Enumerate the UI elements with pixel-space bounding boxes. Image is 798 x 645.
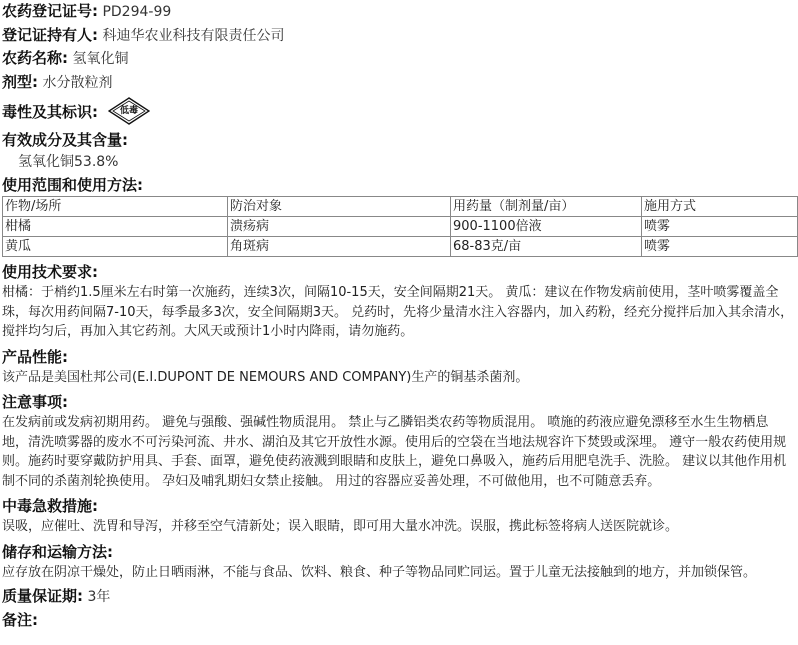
table-cell: 柑橘: [3, 217, 228, 237]
remarks-label: 备注:: [2, 610, 38, 629]
shelf-life-value: 3年: [87, 589, 111, 605]
name-row: [2, 47, 798, 71]
formulation-value: 水分散粒剂: [42, 74, 113, 91]
technique-text: 柑橘：于梢约1.5厘米左右时第一次施药，连续3次，间隔10-15天，安全间隔期21天。 黄瓜：建议在作物发病前使用，茎叶喷雾覆盖全珠，每次用药间隔7-10天，每季最多3次，安全间隔期3天。 兑药时，先将少量清水注入容器内，加入药粉，经充分搅拌后加入其余清水，搅拌均匀后，再加入其它药剂。大风天或预计1小时内降雨，请勿施药。: [2, 285, 794, 339]
name-value: 氢氧化铜: [72, 51, 129, 67]
table-cell: 68-83克/亩: [451, 237, 642, 257]
shelf-life-label: 质量保证期:: [2, 587, 83, 605]
toxicity-label: 毒性及其标识:: [2, 102, 98, 121]
low-toxicity-diamond-icon: [108, 97, 150, 125]
technique-label: 使用技术要求:: [2, 263, 98, 281]
holder-value: 科迪华农业科技有限责任公司: [102, 27, 285, 44]
header-dosage: 用药量（制剂量/亩）: [451, 197, 642, 217]
toxicity-row: [2, 94, 798, 128]
table-row: [3, 237, 798, 257]
header-crop: 作物/场所: [3, 197, 228, 217]
table-cell: 黄瓜: [3, 237, 228, 257]
toxicity-badge-text: 低毒: [119, 106, 138, 116]
name-label: 农药名称:: [2, 49, 68, 67]
firstaid-label: 中毒急救措施:: [2, 497, 98, 515]
formulation-label: 剂型:: [2, 72, 38, 91]
registration-label: 农药登记证号:: [2, 2, 98, 20]
table-cell: 溃疡病: [228, 217, 451, 237]
performance-label: 产品性能:: [2, 347, 68, 366]
table-header-row: [3, 197, 798, 217]
shelf-life-row: [2, 585, 798, 609]
storage-label: 储存和运输方法:: [2, 542, 113, 561]
usage-table: [2, 196, 798, 257]
remarks-row: [2, 609, 798, 633]
table-cell: 喷雾: [642, 217, 798, 237]
formulation-row: [2, 71, 798, 95]
table-cell: 喷雾: [642, 237, 798, 257]
precautions-label: 注意事项:: [2, 393, 68, 411]
header-method: 施用方式: [642, 197, 798, 217]
usage-label: 使用范围和使用方法:: [2, 176, 143, 194]
table-cell: 角斑病: [228, 237, 451, 257]
ingredient-value: 氢氧化铜53.8%: [18, 154, 119, 170]
firstaid-text: 误吸，应催吐、洗胃和导泻，并移至空气清新处；误入眼睛，即可用大量水冲洗。误服，携此标签将病人送医院就诊。: [2, 519, 679, 534]
holder-row: [2, 24, 798, 48]
table-cell: 900-1100倍液: [451, 217, 642, 237]
precautions-text: 在发病前或发病初期用药。 避免与强酸、强碱性物质混用。 禁止与乙膦铝类农药等物质混用。 喷施的药液应避免漂移至水生生物栖息地，清洗喷雾器的废水不可污染河流、井水、湖泊及其它开放性水源。使用后的空袋在当地法规容许下焚毁或深埋。 遵守一般农药使用规则。施药时要穿戴防护用具、手套、面罩，避免使药液溅到眼睛和皮肤上，避免口鼻吸入，施药后用肥皂洗手、洗脸。 建议以其他作用机制不同的杀菌剂轮换使用。 孕妇及哺乳期妇女禁止接触。 用过的容器应妥善处理，不可做他用，也不可随意丢弃。: [2, 415, 787, 489]
header-target: 防治对象: [228, 197, 451, 217]
performance-text: 该产品是美国杜邦公司(E.I.DUPONT DE NEMOURS AND COMPANY)生产的铜基杀菌剂。: [2, 369, 529, 385]
registration-number: PD294-99: [102, 4, 172, 20]
holder-label: 登记证持有人:: [2, 25, 98, 44]
ingredient-label: 有效成分及其含量:: [2, 131, 128, 149]
registration-row: [2, 0, 798, 24]
storage-text: 应存放在阴凉干燥处，防止日晒雨淋，不能与食品、饮料、粮食、种子等物品同贮同运。置于儿童无法接触到的地方，并加锁保管。: [2, 564, 757, 580]
table-row: [3, 217, 798, 237]
